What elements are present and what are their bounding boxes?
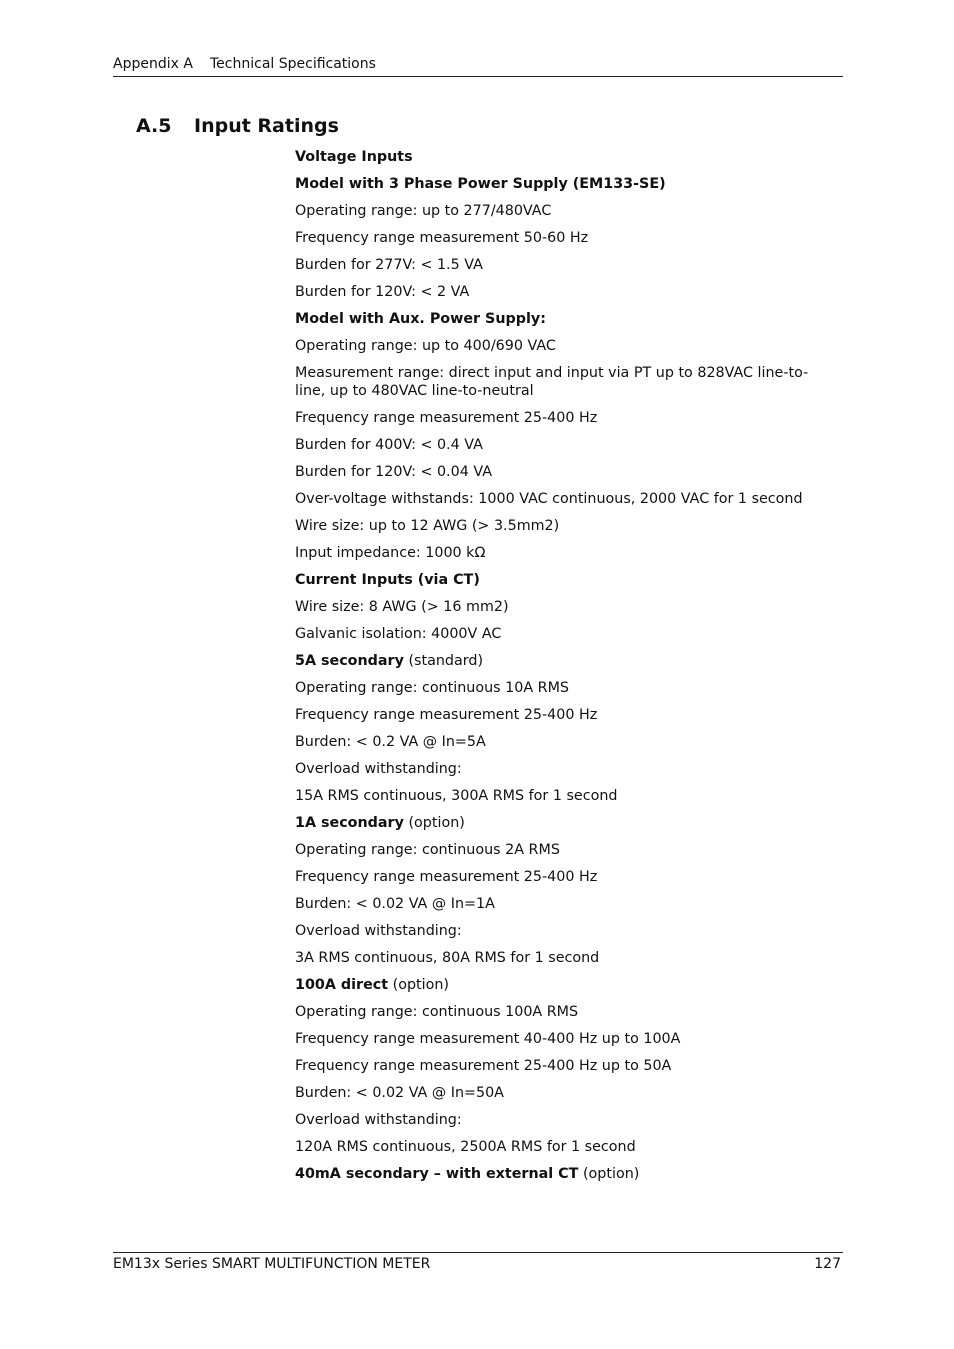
spec-line: [295, 652, 830, 670]
spec-line-text: Operating range: up to 277/480VAC: [295, 203, 552, 219]
spec-line-text: Operating range: continuous 10A RMS: [295, 680, 569, 696]
spec-line-bold: Current Inputs (via CT): [295, 572, 480, 588]
spec-line: [295, 490, 830, 508]
spec-line: [295, 1057, 830, 1075]
spec-line-text: Measurement range: direct input and input via PT up to 828VAC line-to-line, up to 480VAC line-to-neutral: [295, 365, 809, 399]
footer-page-number: 127: [814, 1256, 841, 1272]
spec-line-text: Burden for 120V: < 2 VA: [295, 284, 470, 300]
spec-line: [295, 922, 830, 940]
spec-line: [295, 679, 830, 697]
spec-line: [295, 148, 830, 166]
spec-line-text: Overload withstanding:: [295, 1112, 462, 1128]
spec-line: [295, 814, 830, 832]
spec-line-text: Input impedance: 1000 kΩ: [295, 545, 486, 561]
spec-line-bold: 100A direct: [295, 977, 389, 993]
spec-line-text: Frequency range measurement 25-400 Hz: [295, 707, 598, 723]
spec-line-text: 3A RMS continuous, 80A RMS for 1 second: [295, 950, 600, 966]
spec-line-text: Frequency range measurement 50-60 Hz: [295, 230, 589, 246]
spec-list: [295, 148, 830, 1192]
spec-line-bold: 1A secondary: [295, 815, 404, 831]
spec-line-text: Operating range: up to 400/690 VAC: [295, 338, 556, 354]
spec-line: [295, 175, 830, 193]
spec-line-text: Frequency range measurement 25-400 Hz up to 50A: [295, 1058, 672, 1074]
spec-line: [295, 1165, 830, 1183]
spec-line-text: (option): [578, 1166, 640, 1182]
spec-line: [295, 625, 830, 643]
spec-line-text: (option): [388, 977, 449, 993]
spec-line-text: Wire size: up to 12 AWG (> 3.5mm2): [295, 518, 560, 534]
spec-line: [295, 409, 830, 427]
spec-line: [295, 337, 830, 355]
spec-line: [295, 706, 830, 724]
header-title: Technical Specifications: [210, 56, 376, 72]
section-title: Input Ratings: [194, 115, 339, 137]
spec-line-text: Frequency range measurement 40-400 Hz up to 100A: [295, 1031, 681, 1047]
spec-line-bold: Model with 3 Phase Power Supply (EM133-SE): [295, 176, 666, 192]
spec-line-text: 15A RMS continuous, 300A RMS for 1 second: [295, 788, 618, 804]
spec-line-text: Operating range: continuous 100A RMS: [295, 1004, 579, 1020]
spec-line: [295, 544, 830, 562]
spec-line-bold: Model with Aux. Power Supply:: [295, 311, 546, 327]
spec-line: [295, 949, 830, 967]
spec-line: [295, 841, 830, 859]
spec-line-text: Burden for 120V: < 0.04 VA: [295, 464, 492, 480]
spec-line-bold: 5A secondary: [295, 653, 404, 669]
spec-line: [295, 463, 830, 481]
section-number: A.5: [136, 115, 172, 137]
page-footer: [113, 1252, 843, 1272]
spec-line-bold: Voltage Inputs: [295, 149, 413, 165]
spec-line-text: Frequency range measurement 25-400 Hz: [295, 410, 598, 426]
spec-line-text: (option): [403, 815, 465, 831]
spec-line: [295, 517, 830, 535]
spec-line-bold: 40mA secondary – with external CT: [295, 1166, 579, 1182]
spec-line-text: Overload withstanding:: [295, 923, 462, 939]
spec-line-text: Overload withstanding:: [295, 761, 462, 777]
spec-line: [295, 733, 830, 751]
page-header: [113, 56, 843, 77]
spec-line: [295, 571, 830, 589]
spec-line: [295, 787, 830, 805]
spec-line: [295, 868, 830, 886]
spec-line: [295, 1003, 830, 1021]
spec-line: [295, 229, 830, 247]
spec-line-text: Operating range: continuous 2A RMS: [295, 842, 560, 858]
spec-line: [295, 1030, 830, 1048]
section-heading: [136, 115, 339, 137]
spec-line: [295, 310, 830, 328]
spec-line-text: Burden: < 0.02 VA @ In=50A: [295, 1085, 504, 1101]
spec-line-text: (standard): [403, 653, 484, 669]
spec-line: [295, 283, 830, 301]
spec-line: [295, 364, 830, 400]
spec-line-text: Wire size: 8 AWG (> 16 mm2): [295, 599, 509, 615]
spec-line: [295, 1084, 830, 1102]
spec-line-text: Burden: < 0.02 VA @ In=1A: [295, 896, 495, 912]
spec-line-text: Galvanic isolation: 4000V AC: [295, 626, 502, 642]
spec-line: [295, 895, 830, 913]
spec-line-text: 120A RMS continuous, 2500A RMS for 1 second: [295, 1139, 636, 1155]
spec-line-text: Over-voltage withstands: 1000 VAC continuous, 2000 VAC for 1 second: [295, 491, 803, 507]
spec-line: [295, 436, 830, 454]
header-appendix: Appendix A: [113, 56, 193, 72]
spec-line-text: Burden for 277V: < 1.5 VA: [295, 257, 483, 273]
spec-line: [295, 976, 830, 994]
footer-document-title: EM13x Series SMART MULTIFUNCTION METER: [113, 1256, 431, 1272]
spec-line: [295, 202, 830, 220]
spec-line-text: Frequency range measurement 25-400 Hz: [295, 869, 598, 885]
spec-line: [295, 256, 830, 274]
spec-line: [295, 1138, 830, 1156]
spec-line-text: Burden: < 0.2 VA @ In=5A: [295, 734, 486, 750]
spec-line-text: Burden for 400V: < 0.4 VA: [295, 437, 483, 453]
spec-line: [295, 598, 830, 616]
spec-line: [295, 760, 830, 778]
spec-line: [295, 1111, 830, 1129]
